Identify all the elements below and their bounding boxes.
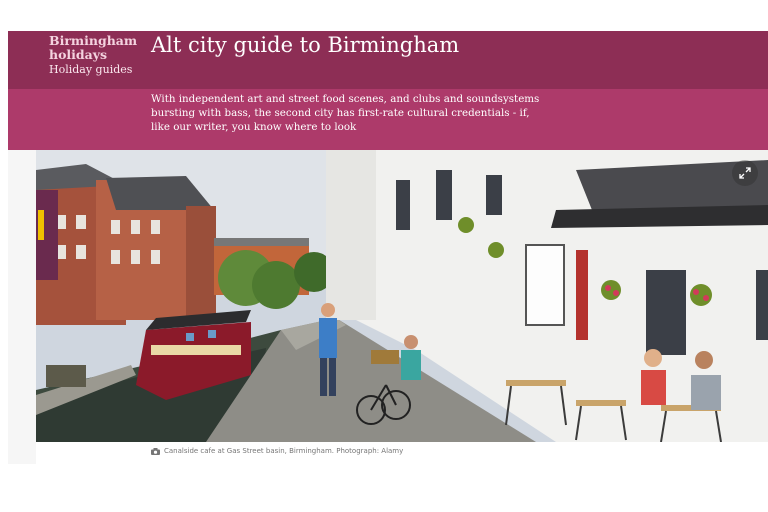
- left-gutter: [8, 150, 36, 464]
- page-title: Alt city guide to Birmingham: [151, 33, 460, 57]
- canalside-scene-illustration: [36, 150, 768, 442]
- expand-image-button[interactable]: [732, 160, 758, 186]
- main-photo: [36, 150, 768, 442]
- camera-icon: [151, 448, 160, 455]
- caption-text: Canalside cafe at Gas Street basin, Birmingham. Photograph: Alamy: [164, 447, 404, 455]
- series-link[interactable]: Birmingham holidays: [49, 33, 138, 62]
- image-caption: [151, 447, 403, 455]
- series-sub-link[interactable]: Holiday guides: [49, 63, 133, 76]
- expand-icon: [739, 167, 751, 179]
- standfirst: With independent art and street food scenes, and clubs and soundsystems bursting with bass, the second city has first-rate cultural credentials - if, like our writer, you know where to look: [151, 93, 540, 133]
